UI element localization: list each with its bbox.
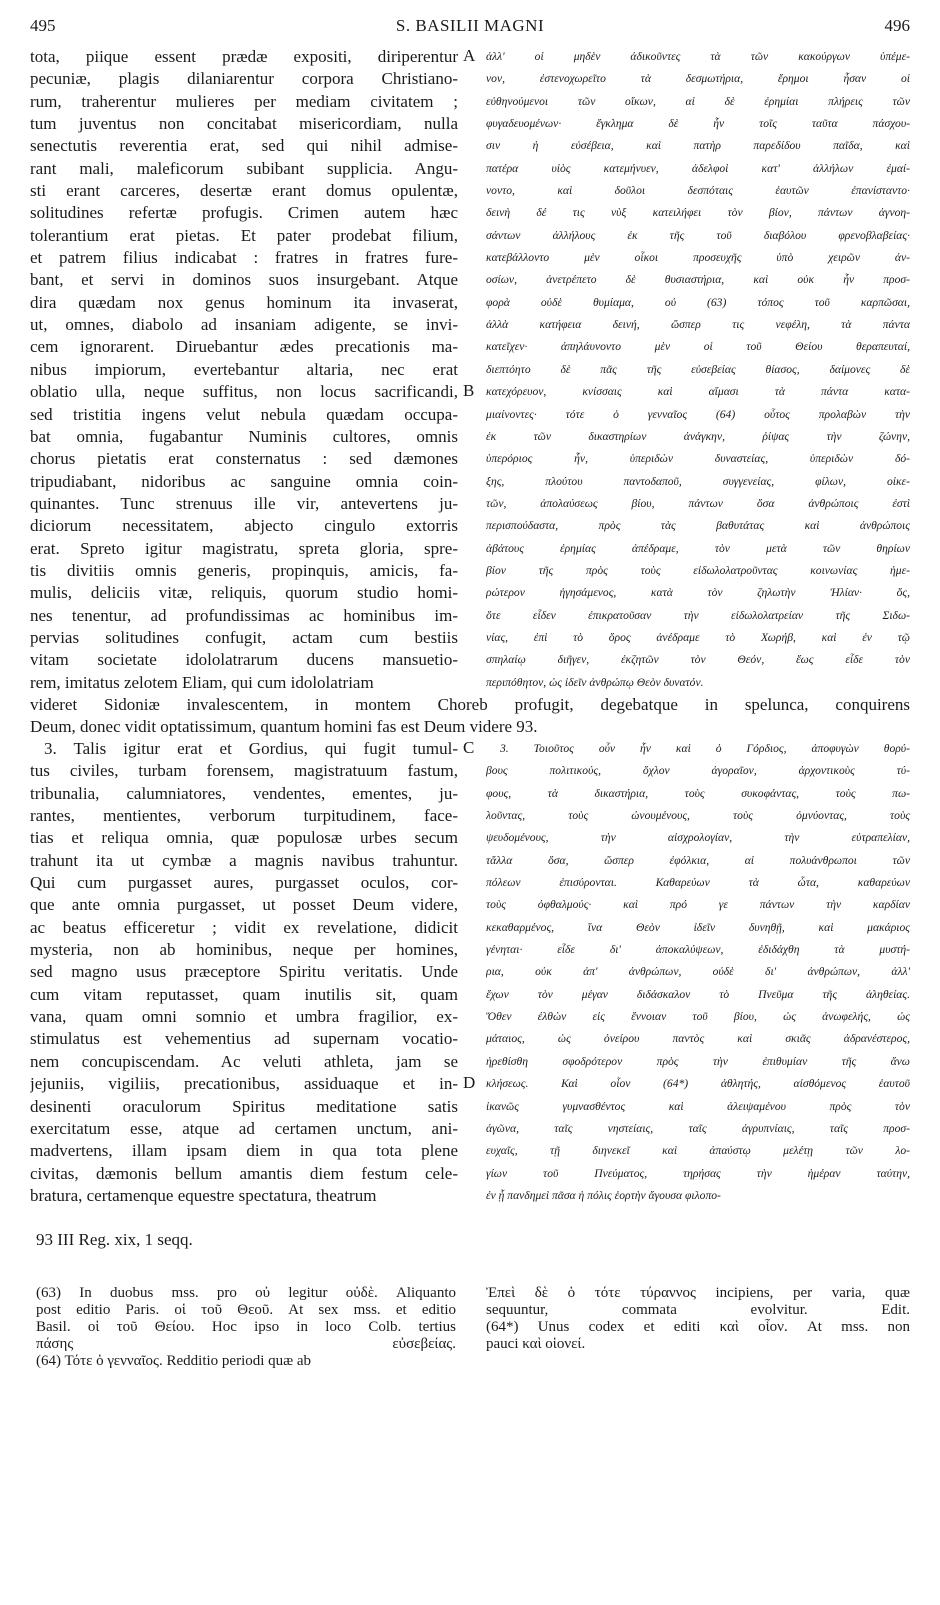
notes_left-line: (63) In duobus mss. pro οὐ legitur οὐδὲ. Aliquanto (36, 1285, 456, 1301)
scripture-footnote: 93 III Reg. xix, 1 seqq. (36, 1230, 193, 1249)
latin2-line: desinenti oraculorum Spiritus meditatione satis (30, 1096, 458, 1116)
latin2-line: que ante omnia purgasset, ut posset Deum videre, (30, 895, 458, 915)
footnotes-right (486, 1285, 910, 1353)
latin2-line: tias et reliqua omnia, quæ populosæ urbes secum (30, 828, 458, 848)
latin1-line: sti erant carceres, desertæ erant domus opulentæ, (30, 181, 458, 201)
notes_right-line: sequuntur, commata evolvitur. Edit. (486, 1302, 910, 1318)
greek1-line: ρώτερον ἡγησάμενος, κατὰ τὸν ζηλωτὴν Ἠλίαν· ὅς, (486, 586, 910, 600)
latin1-line: nibus impiorum, evertebantur altaria, nec erat (30, 359, 458, 379)
greek1-line: νίας, ἐπὶ τὸ ὄρος ἀνέδραμε τὸ Χωρήβ, καὶ ἐν τῷ (486, 630, 910, 644)
page-header (30, 16, 910, 40)
latin1-line: rem, imitatus zelotem Eliam, qui cum idololatriam (30, 672, 374, 692)
greek2-line: ρια, οὐκ ἀπ' ἀνθρώπων, οὐδὲ δι' ἀνθρώπων, ἀλλ' (486, 965, 910, 979)
greek2-line: τοὺς ὀφθαλμούς· καὶ πρό γε πάντων τὴν καρδίαν (486, 898, 910, 912)
latin1-line: erat. Spreto igitur magistratu, spreta gloria, spre- (30, 538, 458, 558)
latin1-line: mulis, deliciis vitæ, reliquis, quorum studio homi- (30, 583, 458, 603)
latin2-line: exercitatum esse, atque ad certamen unctum, ani- (30, 1118, 458, 1138)
wide-line: Deum, donec vidit optatissimum, quantum homini fas est Deum videre 93. (30, 717, 538, 737)
latin2-line: cum vitam reputasset, quam inutilis sit, quam (30, 984, 458, 1004)
notes_right-line: Ἐπεὶ δὲ ὁ τότε τύραννος incipiens, per varia, quæ (486, 1285, 910, 1301)
latin2-line: civitas, dæmonis bellum amantis diem festum cele- (30, 1163, 458, 1183)
greek2-line: ἔχων τὸν μέγαν διδάσκαλον τὸ Πνεῦμα τῆς ἀληθείας. (486, 987, 910, 1001)
notes_left-line: post editio Paris. οἱ τοῦ Θεοῦ. At sex mss. et editio (36, 1302, 456, 1318)
latin-full-width-lines (30, 694, 910, 739)
latin1-line: dira quædam nox genus hominum ita invaserat, (30, 292, 458, 312)
greek1-line: περισπούδαστα, πρὸς τὰς βαθυτάτας καὶ ἀνθρώποις (486, 519, 910, 533)
greek1-line: κατεβάλλοντο μὲν οἶκοι προσευχῆς ὑπὸ χειρῶν ἀν- (486, 251, 910, 265)
latin2-line: mysteria, non ab hominibus, neque per homines, (30, 940, 458, 960)
latin1-line: chorus pietatis erat consternatus : sed dæmones (30, 449, 458, 469)
greek2-line: ἠρεθίσθη σφοδρότερον πρὸς τὴν ἐπιθυμίαν τῆς ἄνω (486, 1054, 910, 1068)
greek-column-upper (486, 46, 910, 694)
latin1-line: tripudiabant, nidoribus ac sanguine omnia coin- (30, 471, 458, 491)
latin1-line: solitudines refertæ profugis. Crimen autem hæc (30, 203, 458, 223)
latin1-line: nes tenentur, ad profundissimas ac hominibus im- (30, 605, 458, 625)
latin1-line: tum juventus non concitabat misericordiam, nulla (30, 114, 458, 134)
greek1-line: βίον τῆς πρὸς τοὺς εἰδωλολατροῦντας κοινωνίας ἡμε- (486, 563, 910, 577)
greek2-line: βους πολιτικούς, ὄχλον ἀγοραῖον, ἀρχοντικοὺς τύ- (486, 764, 910, 778)
greek1-line: ὅτε εἶδεν ἐπικρατοῦσαν τὴν εἰδωλολατρείαν τῆς Σιδω- (486, 608, 910, 622)
greek1-line: πατέρα υἱὸς κατεμήνυεν, ἀδελφοὶ κατ' ἀλλήλων ἐμαί- (486, 161, 910, 175)
greek2-line: κλήσεως. Καὶ οἷον (64*) ἀθλητής, αἰσθόμενος ἑαυτοῦ (486, 1077, 910, 1091)
notes_right-line: pauci καὶ οἱονεί. (486, 1336, 586, 1352)
greek1-line: διεπτόητο δὲ πᾶς τῆς εὐσεβείας θίασος, δαίμονες δὲ (486, 362, 910, 376)
greek1-line: ἀβάτους ἐρημίας ἀπέδραμε, τὸν μετὰ τῶν θηρίων (486, 541, 910, 555)
greek2-line: λοῦντας, τοὺς ὠνουμένους, τοὺς ὀμνύοντας, τοὺς (486, 809, 910, 823)
latin2-line: vana, quam omni somnio et umbra fragilior, ex- (30, 1007, 458, 1027)
latin1-line: et patrem filius indicabat : fratres in fratres fure- (30, 248, 458, 268)
left-page-number: 495 (30, 16, 56, 35)
latin1-line: cem ignorarent. Diruebantur ædes precationis ma- (30, 337, 458, 357)
latin1-line: tolerantium erat pietas. Et pater prodebat filium, (30, 225, 458, 245)
latin1-line: bant, et servi in dominos suos insurgebant. Atque (30, 270, 458, 290)
greek1-line: μιαίνοντες· τότε ὁ γενναῖος (64) οὗτος προλαβὼν τὴν (486, 407, 910, 421)
footnotes-left (36, 1285, 456, 1370)
latin1-line: senectutis reverentia erat, sed qui nihil admise- (30, 136, 458, 156)
greek2-line: ἐν ᾗ πανδημεὶ πᾶσα ἡ πόλις ἑορτὴν ἄγουσα φιλοπο- (486, 1188, 721, 1202)
greek1-line: δεινὴ δέ τις νὺξ κατειλήφει τὸν βίον, πάντων ἀγνοη- (486, 206, 910, 220)
greek2-line: ψευδομένους, τὴν αἰσχρολογίαν, τὴν εὐτραπελίαν, (486, 831, 910, 845)
greek1-line: οσίων, ἀνετρέπετο δὲ θυσιαστήρια, καὶ οὐκ ἦν προσ- (486, 273, 910, 287)
greek2-line: τἄλλα ὅσα, ὥσπερ ἐφόλκια, αἱ πολυάνθρωποι τῶν (486, 853, 910, 867)
latin1-line: vitam societate idololatrarum ducens mansuetio- (30, 650, 458, 670)
latin1-line: diciorum necessitatem, abjecto cingulo extorris (30, 516, 458, 536)
latin2-line: trahunt ita ut cymbæ a magnis navibus trahuntur. (30, 850, 458, 870)
notes_left-line: (64) Τότε ὁ γενναῖος. Redditio periodi quæ ab (36, 1353, 312, 1369)
latin1-line: sed tristitia ingens velut nebula quædam occupa- (30, 404, 458, 424)
right-page-number: 496 (884, 16, 910, 35)
greek2-line: 3. Τοιοῦτος οὖν ἦν καὶ ὁ Γόρδιος, ἀποφυγὼν θορύ- (500, 742, 910, 755)
latin-column-upper (30, 46, 458, 694)
margin-marker-a: A (463, 46, 476, 65)
notes_left-line: πάσης εὐσεβείας. (36, 1336, 456, 1352)
greek2-line: ἱκανῶς γυμνασθέντος καὶ ἀλειψαμένου πρὸς τὸν (486, 1099, 910, 1113)
latin2-line: Qui cum purgasset aures, purgasset oculos, cor- (30, 873, 458, 893)
latin2-line: tus civiles, turbam forensem, magistratuum fastum, (30, 761, 458, 781)
latin1-line: pecuniæ, plagis dilaniarentur corpora Christiano- (30, 69, 458, 89)
margin-marker-c: C (463, 738, 475, 757)
latin2-line: madvertens, illam ipsam diem in qua tota plene (30, 1141, 458, 1161)
greek1-line: σάντων ἀλλήλους ἐκ τῆς τοῦ διαβόλου φρενοβλαβείας· (486, 228, 910, 242)
greek1-line: εὐθηνούμενοι τῶν οἴκων, αἱ δὲ ἐρημίαι πλήρεις τῶν (486, 94, 910, 108)
latin1-line: rum, traherentur mulieres per mediam civitatem ; (30, 91, 458, 111)
greek1-line: ἀλλὰ κατήφεια δεινή, ὥσπερ τις νεφέλη, τὰ πάντα (486, 318, 910, 332)
greek1-line: σιν ἡ εὐσέβεια, καὶ πατὴρ παρεδίδου παῖδα, καὶ (486, 139, 910, 153)
greek1-line: φυγαδευομένων· ἔγκλημα δὲ ἦν τοῖς ταῦτα πάσχου- (486, 117, 910, 131)
greek1-line: ἐκ τῶν δικαστηρίων ἀνάγκην, ῥίψας τὴν ζώνην, (486, 429, 910, 443)
greek2-line: μάταιος, ὡς ὀνείρου παντὸς καὶ σκιᾶς ἀδρανέστερος, (486, 1032, 910, 1046)
greek2-line: ευχαῖς, τῇ διηνεκεῖ καὶ ἀπαύστῳ μελέτῃ τῶν λο- (486, 1144, 910, 1158)
greek1-line: ξης, πλούτου παντοδαποῦ, συγγενείας, φίλων, οἰκε- (486, 474, 910, 488)
greek2-line: ἀγῶνα, ταῖς νηστείαις, ταῖς ἀγρυπνίαις, ταῖς προσ- (486, 1121, 910, 1135)
greek1-line: ὑπερόριος ἦν, ὑπεριδὼν δυναστείας, ὑπεριδὼν δό- (486, 452, 910, 466)
wide-line: videret Sidoniæ invalescentem, in montem Choreb profugit, degebatque in spelunca, conquirens (30, 695, 910, 714)
latin2-line: tribunalia, calumniatores, vendentes, ementes, ju- (30, 783, 458, 803)
latin2-line: rantes, mentientes, verborum turpitudinem, face- (30, 806, 458, 826)
latin1-line: tota, piique essent prædæ expositi, diriperentur (30, 47, 458, 66)
latin1-line: pervias solitudines confugit, actam cum bestiis (30, 627, 458, 647)
latin2-line: nem concupiscendam. Ac veluti athleta, jam se (30, 1051, 458, 1071)
latin1-line: tis divitiis omnis generis, propinquis, amicis, fa- (30, 560, 458, 580)
margin-marker-d: D (463, 1073, 476, 1092)
latin1-line: bat omnia, fugabantur Numinis cultores, omnis (30, 426, 458, 446)
margin-marker-b: B (463, 381, 475, 400)
greek2-line: πόλεων ἐπισύρονται. Καθαρεύων τὰ ὦτα, καθαρεύων (486, 876, 910, 890)
greek1-line: νοντο, καὶ δοῦλοι δεσπόταις ἑαυτῶν ἐπανίσταντο· (486, 184, 910, 198)
latin2-line: sed magno usus præceptore Spiritu veritatis. Unde (30, 962, 458, 982)
greek2-line: κεκαθαρμένος, ἵνα Θεὸν ἰδεῖν δυνηθῇ, καὶ μακάριος (486, 920, 910, 934)
greek1-line: σπηλαίῳ διῆγεν, ἐκζητῶν τὸν Θεόν, ἕως εἶδε τὸν (486, 653, 910, 667)
greek1-line: ἀλλ' οἱ μηδὲν ἀδικοῦντες τὰ τῶν κακούργων ὑπέμε- (486, 50, 910, 63)
latin2-line: bratura, certamenque equestre spectatura, theatrum (30, 1185, 377, 1205)
greek1-line: περιπόθητον, ὡς ἰδεῖν ἀνθρώπῳ Θεὸν δυνατόν. (486, 675, 704, 689)
latin2-line: jejuniis, vigiliis, precationibus, assiduaque et in- (30, 1074, 458, 1094)
greek2-line: γένηται· εἶδε δι' ἀποκαλύψεων, ἐδιδάχθη τὰ μυστή- (486, 943, 910, 957)
greek1-line: φορὰ οὐδὲ θυμίαμα, οὐ (63) τόπος τοῦ καρπῶσαι, (486, 295, 910, 309)
greek1-line: νον, ἐστενοχωρεῖτο τὰ δεσμωτήρια, ἔρημοι ἦσαν οἱ (486, 72, 910, 86)
latin2-line: ac beatus efficeretur ; vidit ex revelatione, didicit (30, 917, 458, 937)
greek2-line: γίων τοῦ Πνεύματος, τηρήσας τὴν ἡμέραν ταύτην, (486, 1166, 910, 1180)
greek1-line: τῶν, ἀπολαύσεως βίου, πάντων ὅσα ἀνθρώποις ἐστὶ (486, 496, 910, 510)
greek1-line: κατεῖχεν· ἀπηλάυνοντο μὲν οἱ τοῦ Θείου θεραπευταί, (486, 340, 910, 354)
greek2-line: Ὅθεν ἐλθὼν εἰς ἔννοιαν τοῦ βίου, ὡς ἀνωφελής, ὡς (486, 1010, 910, 1024)
latin2-line: 3. Talis igitur erat et Gordius, qui fugit tumul- (44, 739, 458, 758)
latin1-line: ut, omnes, diabolo ad insaniam adigente, se invi- (30, 315, 458, 335)
latin1-line: oblatio ulla, neque suffitus, non locus sacrificandi, (30, 382, 458, 402)
latin1-line: rant mali, maleficorum subibant supplicia. Angu- (30, 158, 458, 178)
latin-column-lower (30, 738, 458, 1207)
notes_left-line: Basil. οἱ τοῦ Θείου. Hoc ipso in loco Colb. tertius (36, 1319, 456, 1335)
greek2-line: φους, τὰ δικαστήρια, τοὺς συκοφάντας, τοὺς πω- (486, 786, 910, 800)
latin1-line: quinantes. Tunc strenuus ille vir, antevertens ju- (30, 493, 458, 513)
greek1-line: κατεχόρευον, κνίσσαις καὶ αἵμασι τὰ πάντα κατα- (486, 385, 910, 399)
notes_right-line: (64*) Unus codex et editi καὶ οἷον. At mss. non (486, 1319, 910, 1335)
greek-column-lower (486, 738, 910, 1207)
running-title: S. BASILII MAGNI (395, 16, 545, 35)
latin2-line: stimulatus est vehementius ad supernam vocatio- (30, 1029, 458, 1049)
